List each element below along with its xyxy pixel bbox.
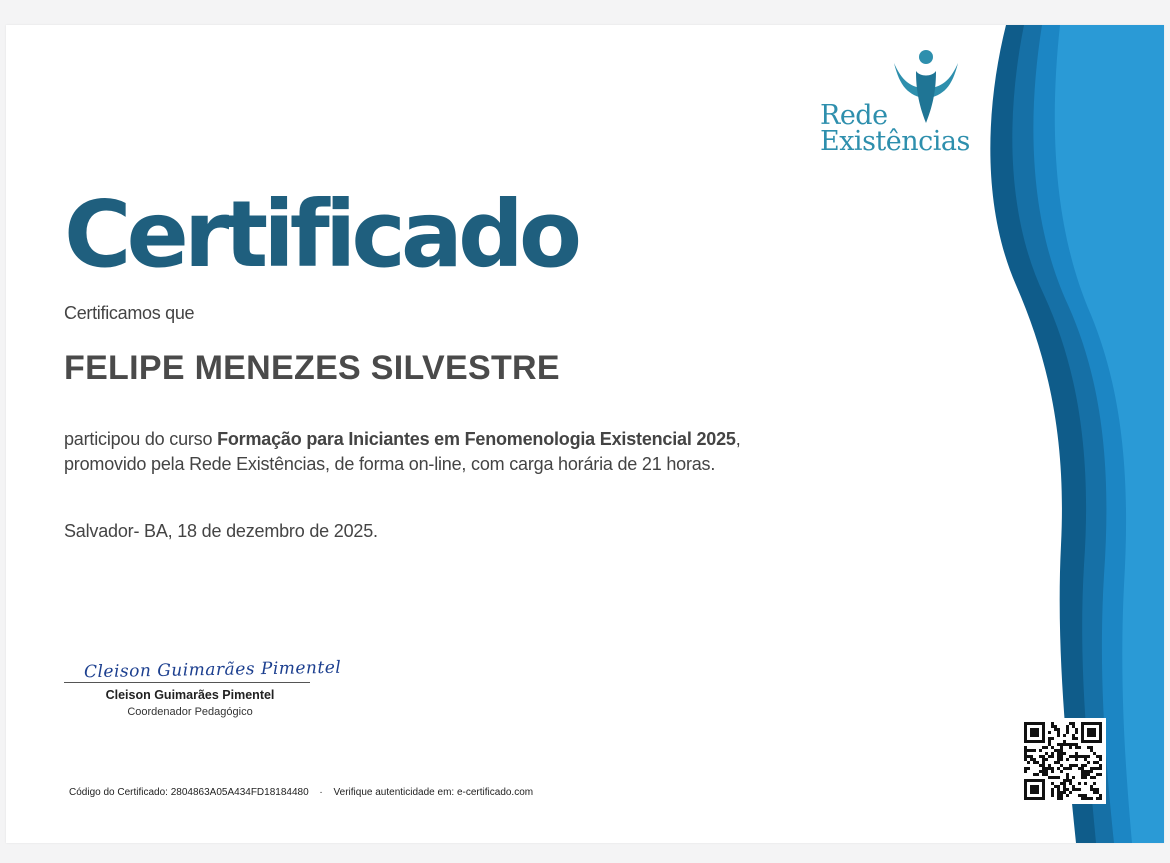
certificate-footer — [69, 787, 533, 798]
verify-link[interactable]: e-certificado.com — [456, 787, 534, 798]
course-description — [64, 427, 824, 477]
verify-label: Verifique autenticidade em: — [333, 787, 455, 798]
body-line2: promovido pela Rede Existências, de forma on-line, com carga horária de 21 horas. — [64, 454, 716, 474]
body-pre: participou do curso — [64, 429, 218, 449]
signatory-role: Coordenador Pedagógico — [127, 706, 253, 718]
brand-name-line1: Rede — [820, 100, 888, 131]
place-date: Salvador- BA, 18 de dezembro de 2025. — [64, 521, 378, 541]
qr-code-icon[interactable] — [1020, 718, 1106, 804]
code-label: Código do Certificado: — [69, 787, 168, 798]
certificate-title: Certificado — [64, 181, 578, 288]
signature-line — [64, 682, 310, 683]
handwritten-signature: Cleison Guimarães Pimentel — [83, 657, 342, 683]
course-name: Formação para Iniciantes em Fenomenologia Existencial 2025 — [217, 429, 736, 449]
brand-logo — [818, 47, 968, 167]
intro-text: Certificamos que — [64, 303, 195, 323]
signatory-name: Cleison Guimarães Pimentel — [105, 688, 275, 702]
recipient-name: FELIPE MENEZES SILVESTRE — [64, 349, 560, 387]
footer-separator: · — [319, 787, 323, 798]
body-post: , — [735, 429, 741, 449]
certificate-page — [6, 25, 1164, 843]
certificate-code: 2804863A05A434FD18184480 — [170, 787, 309, 798]
brand-name-line2: Existências — [820, 126, 970, 157]
